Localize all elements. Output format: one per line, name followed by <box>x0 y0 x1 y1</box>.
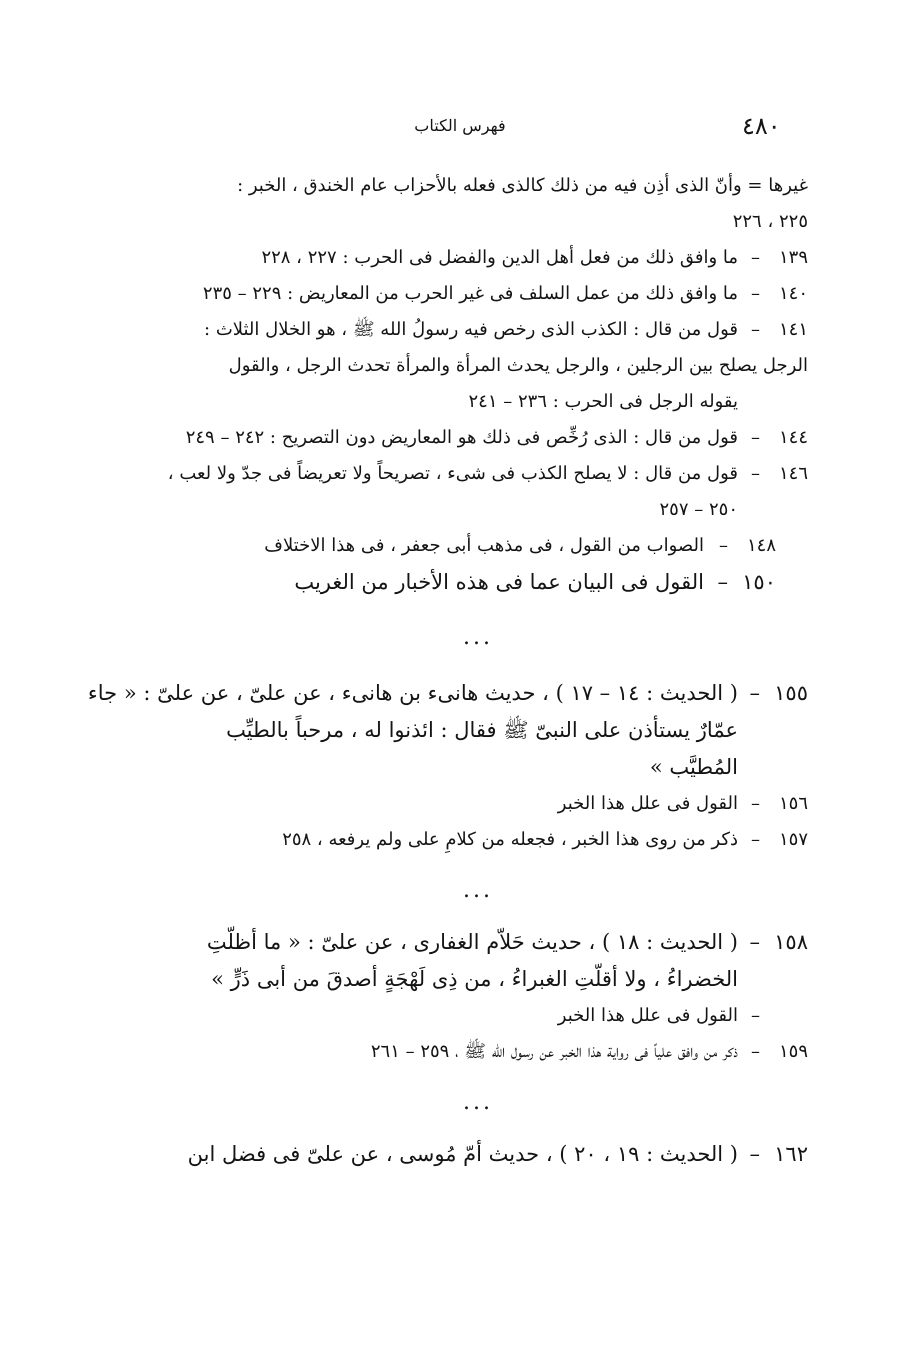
index-entry-157 <box>148 822 808 858</box>
entry-dash: – <box>751 829 760 850</box>
index-entry-140 <box>148 276 808 312</box>
entry-text: القول فى علل هذا الخبر <box>557 793 738 814</box>
entry-dash: – <box>717 570 728 594</box>
entry-dash: – <box>719 535 728 556</box>
entry-text: ما وافق ذلك من فعل أهل الدين والفضل فى الحرب : ٢٢٧ ، ٢٢٨ <box>261 247 738 268</box>
entry-text: قول من قال : الذى رُخِّص فى ذلك هو المعاريض دون التصريح : ٢٤٢ – ٢٤٩ <box>185 427 738 448</box>
continuation-line-1: غيرها = وأنّ الذى أذِن فيه من ذلك كالذى فعله بالأحزاب عام الخندق ، الخبر : <box>237 175 808 196</box>
entry-number: ١٦٢ <box>774 1142 808 1166</box>
entry-text: ( الحديث : ١٩ ، ٢٠ ) ، حديث أمّ مُوسى ، عن علىّ فى فضل ابن <box>187 1142 738 1166</box>
entry-dash: – <box>751 793 760 814</box>
entry-text: ذكر من وافق علياً فى رواية هذا الخبر عن رسول الله ﷺ ، ٢٥٩ – ٢٦١ <box>370 1041 738 1062</box>
index-entry-146 <box>148 456 808 492</box>
entry-text: قول من قال : الكذب الذى رخص فيه رسولُ الله ﷺ ، هو الخلال الثلاث : <box>204 319 738 340</box>
entry-text: الصواب من القول ، فى مذهب أبى جعفر ، فى هذا الاختلاف <box>264 535 704 556</box>
index-entry-139 <box>148 240 808 276</box>
entry-dash: – <box>751 1005 760 1026</box>
entry-dash: – <box>751 1041 760 1062</box>
entry-number: ١٤٠ <box>778 283 808 304</box>
index-entry-146-line-2: ٢٥٠ – ٢٥٧ <box>659 499 738 520</box>
index-entry-158 <box>148 924 808 961</box>
index-entry-162 <box>148 1136 808 1173</box>
entry-dash: – <box>749 930 760 954</box>
index-entry-155-line-3: المُطيَّب » <box>649 755 738 779</box>
entry-number: ١٥٥ <box>774 681 808 705</box>
entry-number: ١٥٧ <box>778 829 808 850</box>
entry-number: ١٤٨ <box>746 535 776 556</box>
index-entry-155-line-2: عمّارٌ يستأذن على النبىّ ﷺ فقال : ائذنوا له ، مرحباً بالطيِّب <box>226 718 738 742</box>
entry-text: ( الحديث : ١٨ ) ، حديث حَلاّم الغفارى ، عن علىّ : « ما أظلّتِ <box>206 930 738 954</box>
section-ellipsis: ... <box>463 1090 493 1115</box>
entry-number: ١٣٩ <box>778 247 808 268</box>
entry-dash: – <box>749 681 760 705</box>
entry-text: ( الحديث : ١٤ – ١٧ ) ، حديث هانىء بن هانىء ، عن علىّ ، عن علىّ : « جاء <box>87 681 738 705</box>
entry-text: القول فى علل هذا الخبر <box>557 1005 738 1026</box>
continuation-line-2: ٢٢٥ ، ٢٢٦ <box>732 211 808 232</box>
entry-dash: – <box>751 247 760 268</box>
index-entry-156 <box>148 786 808 822</box>
entry-number: ١٤٤ <box>778 427 808 448</box>
section-ellipsis: ... <box>463 878 493 903</box>
entry-text: قول من قال : لا يصلح الكذب فى شىء ، تصريحاً ولا تعريضاً فى جدّ ولا لعب ، <box>167 463 738 484</box>
entry-dash: – <box>751 319 760 340</box>
entry-number: ١٥٩ <box>778 1041 808 1062</box>
index-entry-144 <box>148 420 808 456</box>
entry-dash: – <box>751 427 760 448</box>
entry-text: ما وافق ذلك من عمل السلف فى غير الحرب من المعاريض : ٢٢٩ – ٢٣٥ <box>202 283 738 304</box>
section-ellipsis: ... <box>463 625 493 650</box>
page-number: ٤٨٠ <box>742 112 781 140</box>
entry-dash: – <box>751 283 760 304</box>
index-text <box>87 168 808 1173</box>
index-entry-141-line-3: يقوله الرجل فى الحرب : ٢٣٦ – ٢٤١ <box>468 391 738 412</box>
index-entry-141-line-2: الرجل يصلح بين الرجلين ، والرجل يحدث المرأة والمرأة تحدث الرجل ، والقول <box>228 355 808 376</box>
index-entry-148 <box>148 528 808 564</box>
index-entry-158-sub <box>148 998 808 1034</box>
index-entry-159 <box>148 1034 808 1070</box>
index-entry-141 <box>148 312 808 348</box>
entry-text: القول فى البيان عما فى هذه الأخبار من الغريب <box>294 570 704 594</box>
entry-number: ١٥٦ <box>778 793 808 814</box>
entry-number: ١٥٠ <box>742 570 776 594</box>
running-title: فهرس الكتاب <box>414 116 506 135</box>
entry-dash: – <box>749 1142 760 1166</box>
entry-dash: – <box>751 463 760 484</box>
index-entry-158-line-2: الخضراءُ ، ولا أقلّتِ الغبراءُ ، من ذِى لَهْجَةٍ أصدقَ من أبى ذَرٍّ » <box>211 967 738 991</box>
index-entry-150 <box>148 564 808 601</box>
entry-number: ١٥٨ <box>774 930 808 954</box>
entry-text: ذكر من روى هذا الخبر ، فجعله من كلامِ على ولم يرفعه ، ٢٥٨ <box>282 829 738 850</box>
index-entry-155 <box>87 675 808 712</box>
entry-number: ١٤١ <box>778 319 808 340</box>
entry-number: ١٤٦ <box>778 463 808 484</box>
